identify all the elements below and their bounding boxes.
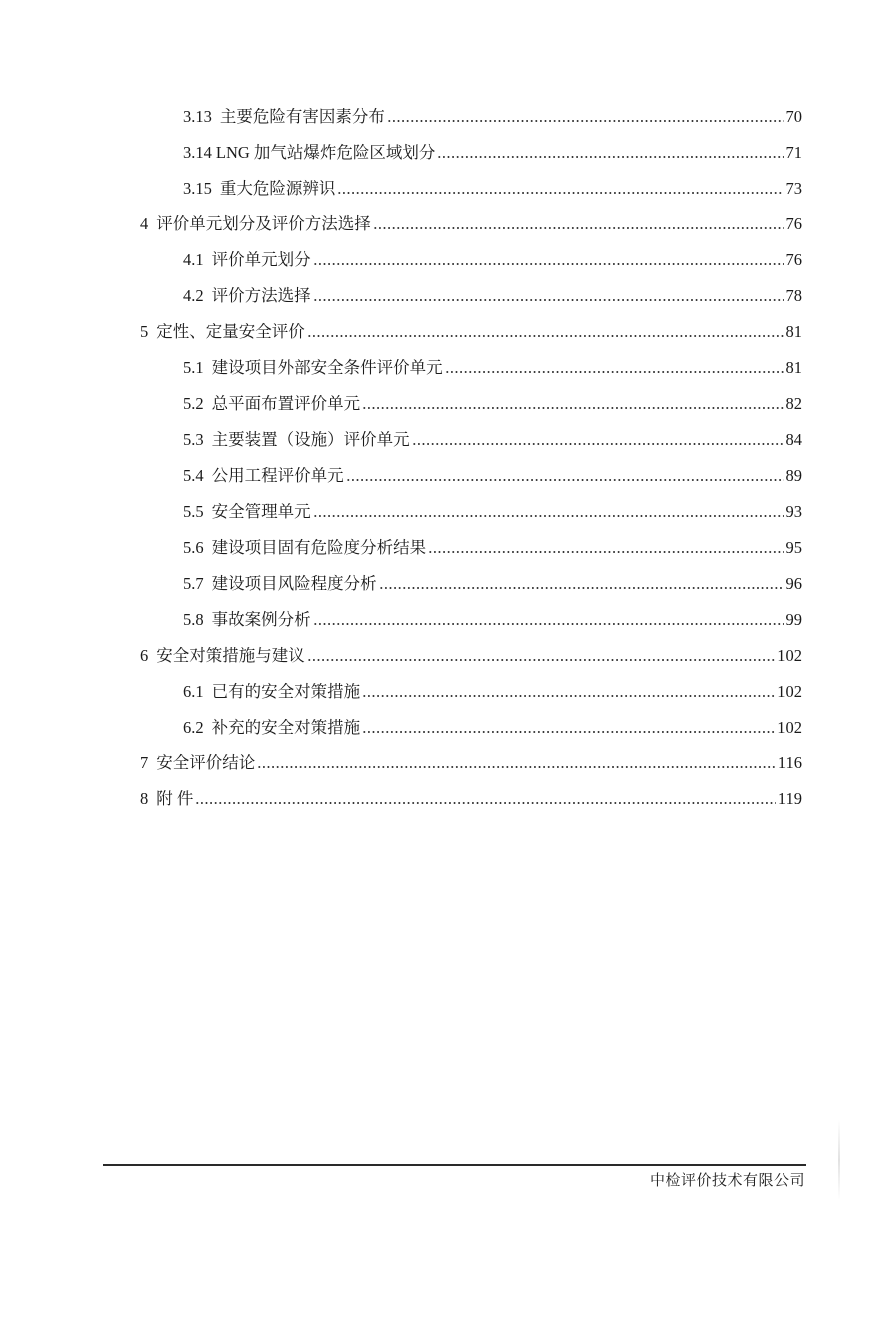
toc-entry-number: 8: [140, 789, 149, 808]
toc-entry-title: 已有的安全对策措施: [211, 682, 361, 701]
dot-leader: [387, 120, 784, 122]
toc-entry-number: 3.14: [183, 143, 212, 162]
toc-entry-number: 5.3: [183, 430, 204, 449]
toc-entry-8[interactable]: [140, 785, 802, 809]
toc-entry-3-15[interactable]: [183, 175, 802, 199]
toc-entry-title: 总平面布置评价单元: [211, 394, 361, 413]
toc-entry-4-2[interactable]: [183, 282, 802, 306]
toc-entry-number: 5.8: [183, 610, 204, 629]
toc-entry-title: 评价单元划分及评价方法选择: [156, 214, 371, 233]
toc-entry-page: 102: [777, 682, 802, 701]
toc-entry-page: 73: [785, 179, 802, 198]
toc-entry-4[interactable]: [140, 210, 802, 234]
dot-leader: [379, 587, 784, 589]
toc-entry-title: 定性、定量安全评价: [156, 322, 305, 341]
toc-entry-number: 5.4: [183, 466, 204, 485]
toc-entry-title: 安全评价结论: [156, 753, 256, 772]
toc-entry-number: 6.2: [183, 718, 204, 737]
toc-entry-page: 78: [785, 286, 802, 305]
toc-entry-5-8[interactable]: [183, 606, 802, 630]
toc-entry-page: 96: [785, 574, 802, 593]
dot-leader: [346, 479, 784, 481]
toc-entry-5-7[interactable]: [183, 570, 802, 594]
dot-leader: [373, 227, 784, 229]
toc-entry-title: 建设项目固有危险度分析结果: [211, 538, 427, 557]
dot-leader: [362, 407, 783, 409]
toc-entry-number: 3.13: [183, 107, 212, 126]
dot-leader: [313, 299, 784, 301]
scan-edge-shadow: [838, 1120, 840, 1200]
dot-leader: [313, 515, 784, 517]
toc-entry-number: 4.1: [183, 250, 204, 269]
toc-entry-5-6[interactable]: [183, 534, 802, 558]
toc-entry-3-14[interactable]: [183, 139, 802, 163]
dot-leader: [307, 659, 776, 661]
toc-entry-title: 重大危险源辨识: [219, 179, 336, 198]
toc-entry-title: 建设项目外部安全条件评价单元: [211, 358, 443, 377]
dot-leader: [428, 551, 783, 553]
toc-entry-6-2[interactable]: [183, 714, 802, 738]
dot-leader: [313, 623, 784, 625]
toc-entry-number: 3.15: [183, 179, 212, 198]
dot-leader: [307, 335, 784, 337]
toc-entry-title: 主要装置（设施）评价单元: [211, 430, 410, 449]
toc-entry-number: 4.2: [183, 286, 204, 305]
toc-entry-page: 89: [785, 466, 802, 485]
toc-entry-page: 93: [785, 502, 802, 521]
dot-leader: [313, 263, 784, 265]
footer-divider: [103, 1164, 806, 1166]
toc-entry-5-2[interactable]: [183, 390, 802, 414]
dot-leader: [337, 192, 783, 194]
toc-entry-7[interactable]: [140, 749, 802, 773]
toc-entry-page: 76: [785, 214, 802, 233]
toc-entry-number: 6.1: [183, 682, 204, 701]
toc-entry-page: 102: [777, 646, 802, 665]
toc-entry-page: 71: [785, 143, 802, 162]
toc-entry-number: 6: [140, 646, 149, 665]
toc-entry-number: 5.6: [183, 538, 204, 557]
footer-company-name: 中检评价技术有限公司: [649, 1171, 805, 1189]
toc-entry-6[interactable]: [140, 642, 802, 666]
dot-leader: [437, 156, 783, 158]
toc-entry-title: 附 件: [156, 789, 194, 808]
toc-entry-page: 81: [785, 358, 802, 377]
toc-entry-number: 5.1: [183, 358, 204, 377]
toc-entry-title: 补充的安全对策措施: [211, 718, 361, 737]
toc-entry-title: 事故案例分析: [211, 610, 311, 629]
toc-entry-title: 评价单元划分: [211, 250, 311, 269]
toc-entry-title: 安全管理单元: [211, 502, 311, 521]
toc-entry-number: 7: [140, 753, 149, 772]
toc-entry-number: 5.7: [183, 574, 204, 593]
toc-entry-5-3[interactable]: [183, 426, 802, 450]
toc-entry-5-4[interactable]: [183, 462, 802, 486]
toc-entry-5[interactable]: [140, 318, 802, 342]
dot-leader: [362, 731, 775, 733]
toc-entry-number: 5: [140, 322, 149, 341]
toc-entry-page: 76: [785, 250, 802, 269]
toc-entry-5-5[interactable]: [183, 498, 802, 522]
toc-entry-page: 81: [785, 322, 802, 341]
toc-entry-page: 82: [785, 394, 802, 413]
toc-entry-6-1[interactable]: [183, 678, 802, 702]
toc-entry-3-13[interactable]: [183, 103, 802, 127]
toc-entry-title: 公用工程评价单元: [211, 466, 344, 485]
dot-leader: [362, 695, 775, 697]
toc-entry-page: 84: [785, 430, 802, 449]
toc-entry-page: 102: [777, 718, 802, 737]
toc-entry-number: 5.5: [183, 502, 204, 521]
toc-entry-title: 主要危险有害因素分布: [219, 107, 385, 126]
toc-entry-page: 119: [777, 789, 802, 808]
toc-entry-5-1[interactable]: [183, 354, 802, 378]
toc-entry-title: LNG 加气站爆炸危险区域划分: [215, 143, 436, 162]
toc-entry-page: 95: [785, 538, 802, 557]
toc-entry-number: 4: [140, 214, 149, 233]
dot-leader: [257, 766, 776, 768]
toc-entry-page: 116: [777, 753, 802, 772]
dot-leader: [445, 371, 784, 373]
toc-entry-title: 安全对策措施与建议: [156, 646, 305, 665]
toc-entry-page: 70: [785, 107, 802, 126]
toc-entry-title: 评价方法选择: [211, 286, 311, 305]
toc-entry-title: 建设项目风险程度分析: [211, 574, 377, 593]
toc-entry-number: 5.2: [183, 394, 204, 413]
toc-entry-4-1[interactable]: [183, 246, 802, 270]
dot-leader: [412, 443, 784, 445]
toc-entry-page: 99: [785, 610, 802, 629]
dot-leader: [195, 802, 775, 804]
